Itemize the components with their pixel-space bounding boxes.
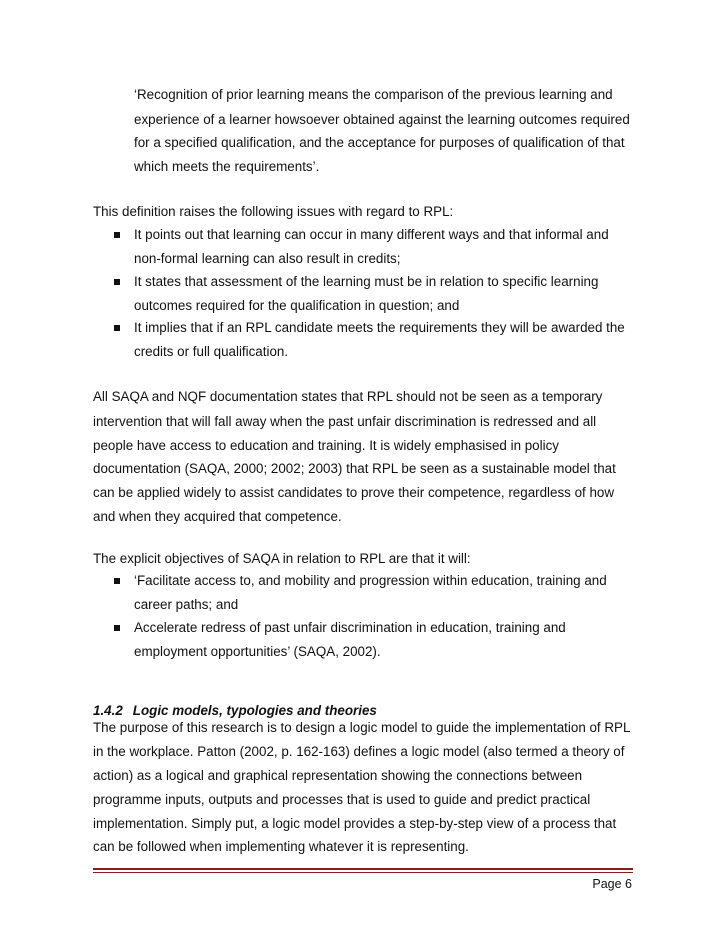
list-item-text: credits or full qualification. — [134, 344, 289, 359]
paragraph-line: implementation. Simply put, a logic model provides a step-by-step view of a process that — [93, 816, 617, 831]
list-item-text: outcomes required for the qualification in question; and — [134, 298, 460, 313]
quote-line: for a specified qualification, and the acceptance for purposes of qualification of that — [134, 135, 625, 150]
list-item-text: ‘Facilitate access to, and mobility and progression within education, training and — [134, 573, 607, 588]
quote-line: experience of a learner howsoever obtained against the learning outcomes required — [134, 112, 630, 127]
list-item-text: Accelerate redress of past unfair discrimination in education, training and — [134, 620, 566, 635]
bullet-icon — [114, 578, 120, 584]
quote-line: ‘Recognition of prior learning means the comparison of the previous learning and — [134, 87, 613, 102]
section-heading — [93, 702, 377, 720]
paragraph-line: can be followed when implementing whatever it is representing. — [93, 839, 469, 854]
paragraph-line: people have access to education and training. It is widely emphasised in policy — [93, 438, 559, 453]
footer-divider — [93, 868, 633, 870]
paragraph-line: action) as a logical and graphical representation showing the connections between — [93, 768, 583, 783]
bullet-icon — [114, 325, 120, 331]
paragraph-line: programme inputs, outputs and processes that is used to guide and predict practical — [93, 792, 591, 807]
footer-divider — [93, 872, 633, 873]
paragraph-line: The purpose of this research is to design a logic model to guide the implementation of RPL — [93, 720, 631, 735]
issues-intro: This definition raises the following issues with regard to RPL: — [93, 204, 454, 219]
page-number: Page 6 — [592, 877, 632, 891]
section-number: 1.4.2 — [93, 703, 123, 718]
section-title: Logic models, typologies and theories — [132, 703, 377, 718]
bullet-icon — [114, 625, 120, 631]
list-item-text: non-formal learning can also result in credits; — [134, 251, 401, 266]
paragraph-line: can be applied widely to assist candidates to prove their competence, regardless of how — [93, 485, 615, 500]
paragraph-line: documentation (SAQA, 2000; 2002; 2003) that RPL be seen as a sustainable model that — [93, 461, 616, 476]
bullet-icon — [114, 232, 120, 238]
paragraph-line: and when they acquired that competence. — [93, 509, 342, 524]
list-item-text: employment opportunities’ (SAQA, 2002). — [134, 644, 381, 659]
list-item-text: It implies that if an RPL candidate meets the requirements they will be awarded the — [134, 320, 625, 335]
list-item-text: It points out that learning can occur in many different ways and that informal and — [134, 227, 609, 242]
objectives-intro: The explicit objectives of SAQA in relation to RPL are that it will: — [93, 551, 471, 566]
paragraph-line: intervention that will fall away when the past unfair discrimination is redressed and all — [93, 414, 597, 429]
list-item-text: It states that assessment of the learning must be in relation to specific learning — [134, 274, 599, 289]
quote-line: which meets the requirements’. — [134, 159, 320, 174]
bullet-icon — [114, 279, 120, 285]
paragraph-line: in the workplace. Patton (2002, p. 162-163) defines a logic model (also termed a theory of — [93, 744, 625, 759]
paragraph-line: All SAQA and NQF documentation states that RPL should not be seen as a temporary — [93, 389, 603, 404]
list-item-text: career paths; and — [134, 597, 239, 612]
